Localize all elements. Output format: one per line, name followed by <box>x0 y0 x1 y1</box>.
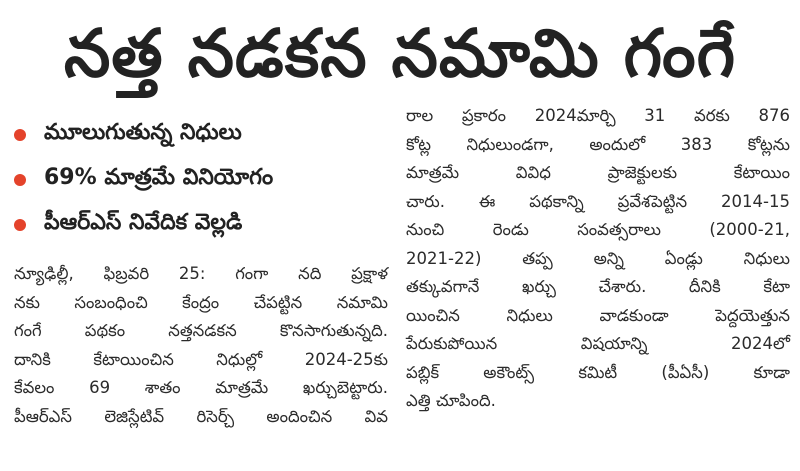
article-line: యించిన నిధులు వాడకుండా పెద్దయెత్తున <box>406 305 790 325</box>
article-line: పీఆర్ఎస్ లెజిస్లేటివ్ రిసెర్చ్ అందించిన వివ <box>14 406 388 426</box>
highlight-item <box>14 202 394 247</box>
headline: నత్త నడకన నమామి గంగే <box>63 15 737 92</box>
article-line: దానికి కేటాయించిన నిధుల్లో 2024-25కు <box>14 349 388 369</box>
highlight-item <box>14 157 394 202</box>
article-line: తక్కువగానే ఖర్చు చేశారు. దీనికి కేటా <box>406 277 790 296</box>
article-line: ఎత్తి చూపింది. <box>406 391 496 410</box>
article-line: కోట్ల నిధులుండగా, అందులో 383 కోట్లను <box>406 134 790 154</box>
article-line: మాత్రమే వివిధ ప్రాజెక్టులకు కేటాయిం <box>406 163 790 182</box>
article-line: గంగే పథకం నత్తనడకన కొనసాగుతున్నది. <box>14 321 388 340</box>
highlight-item <box>14 112 394 157</box>
bullet-dot-icon <box>14 174 26 186</box>
article-line: రాల ప్రకారం 2024మార్చి 31 వరకు 876 <box>406 106 790 125</box>
highlight-text: పీఆర్ఎస్ నివేదిక వెల్లడి <box>44 209 243 235</box>
article-line: చారు. ఈ పథకాన్ని ప్రవేశపెట్టిన 2014-15 <box>406 191 790 211</box>
article-line: కేవలం 69 శాతం మాత్రమే ఖర్చుబెట్టారు. <box>14 378 388 397</box>
article-line: 2021-22) తప్ప అన్ని ఏండ్లు నిధులు <box>406 248 790 268</box>
article-line: పబ్లిక్ అకౌంట్స్ కమిటీ (పీఏసీ) కూడా <box>406 362 790 382</box>
bullet-dot-icon <box>14 219 26 231</box>
article-column-right <box>406 102 790 416</box>
highlight-text: 69% మాత్రమే వినియోగం <box>44 164 274 190</box>
article-line: పేరుకుపోయిన విషయాన్ని 2024లో <box>406 334 790 353</box>
article-line: నకు సంబంధించి కేంద్రం చేపట్టిన నమామి <box>14 292 388 312</box>
article-line: నుంచి రెండు సంవత్సరాలు (2000-21, <box>406 220 790 239</box>
highlight-text: మూలుగుతున్న నిధులు <box>44 119 242 145</box>
bullet-dot-icon <box>14 129 26 141</box>
article-column-left <box>14 260 388 431</box>
article-line: న్యూఢిల్లీ, ఫిబ్రవరి 25: గంగా నది ప్రక్షాళ <box>14 264 388 283</box>
highlights-list <box>14 112 394 247</box>
